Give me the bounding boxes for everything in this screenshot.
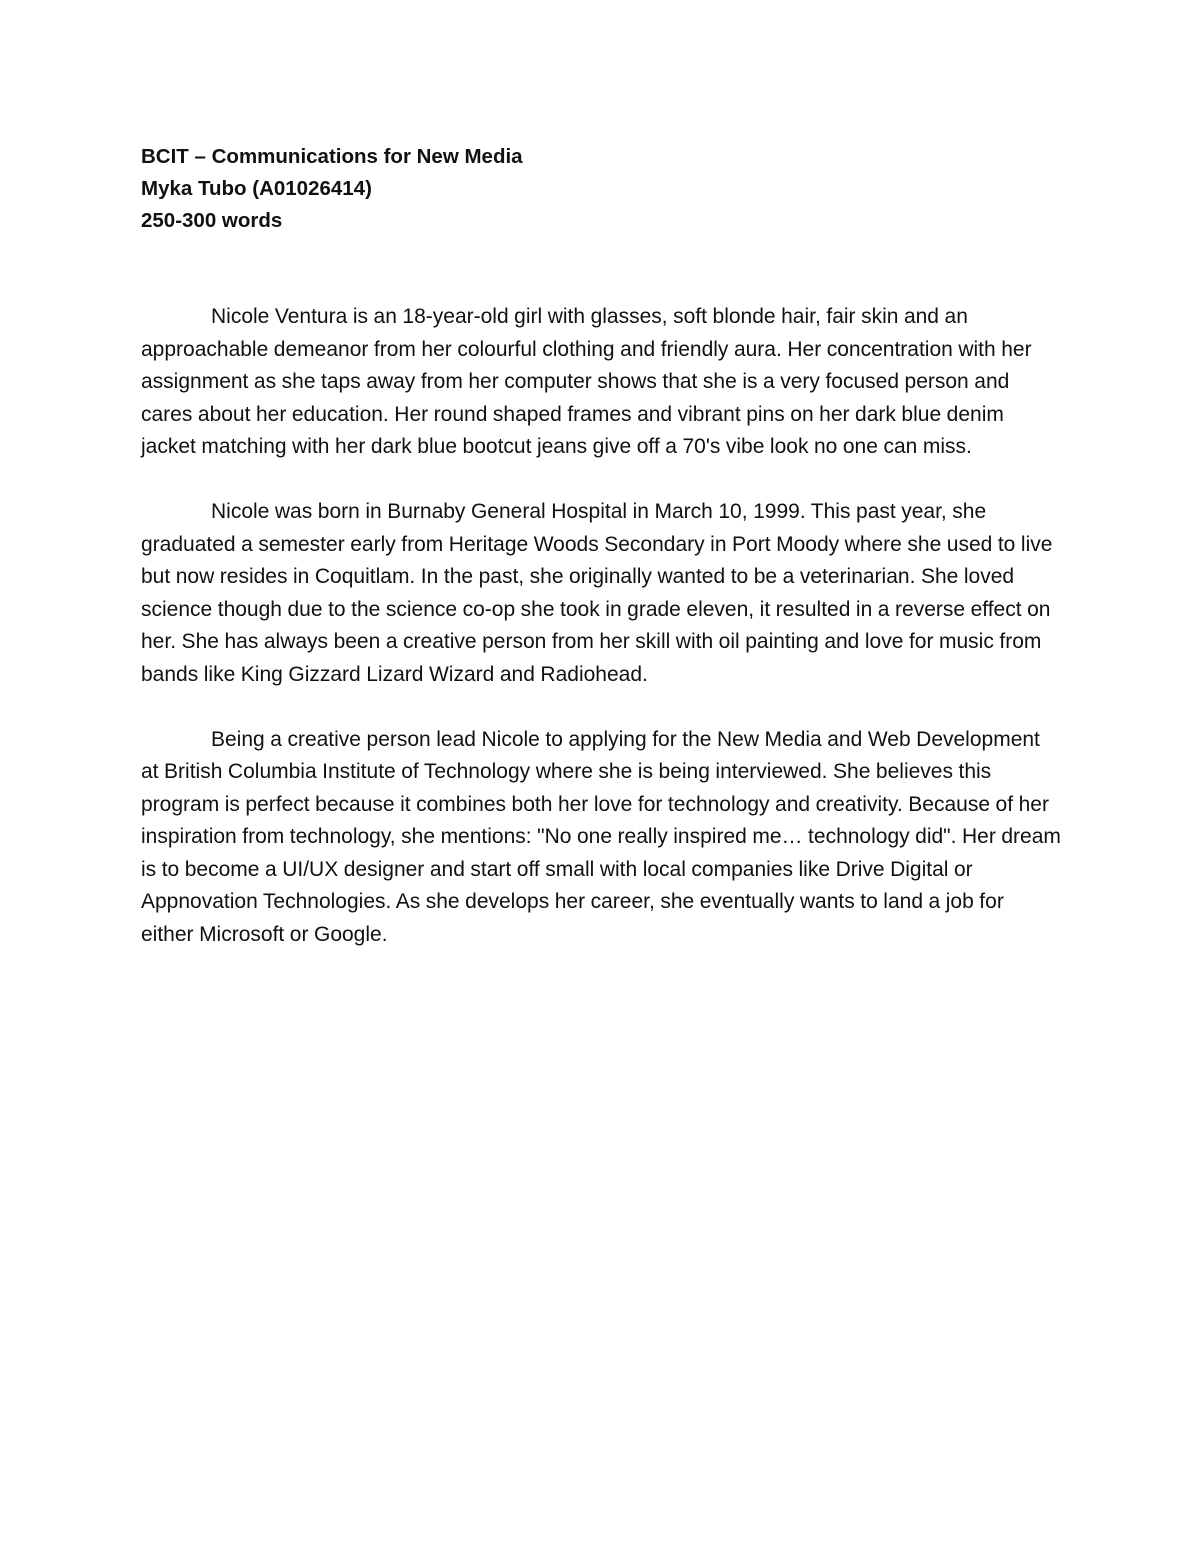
paragraph-3: Being a creative person lead Nicole to applying for the New Media and Web Development at British Columbia Institute of Technology where she is being interviewed. She believes this program is perfect because it combines both her love for technology and creativity. Because of her inspiration from technology, she mentions: "No one really inspired me… technology did". Her dream is to become a UI/UX designer and start off small with local companies like Drive Digital or Appnovation Technologies. As she develops her career, she eventually wants to land a job for either Microsoft or Google.: [141, 727, 1061, 946]
course-title: BCIT – Communications for New Media: [141, 145, 523, 168]
author-line: Myka Tubo (A01026414): [141, 177, 372, 200]
document-header: [141, 141, 1061, 237]
paragraph-1: Nicole Ventura is an 18-year-old girl with glasses, soft blonde hair, fair skin and an approachable demeanor from her colourful clothing and friendly aura. Her concentration with her assignment as she taps away from her computer shows that she is a very focused person and cares about her education. Her round shaped frames and vibrant pins on her dark blue denim jacket matching with her dark blue bootcut jeans give off a 70's vibe look no one can miss.: [141, 305, 1032, 458]
paragraph-2: Nicole was born in Burnaby General Hospital in March 10, 1999. This past year, she graduated a semester early from Heritage Woods Secondary in Port Moody where she used to live but now resides in Coquitlam. In the past, she originally wanted to be a veterinarian. She loved science though due to the science co-op she took in grade eleven, it resulted in a reverse effect on her. She has always been a creative person from her skill with oil painting and love for music from bands like King Gizzard Lizard Wizard and Radiohead.: [141, 500, 1053, 686]
word-count-line: 250-300 words: [141, 209, 283, 232]
document-body: [141, 141, 1061, 984]
